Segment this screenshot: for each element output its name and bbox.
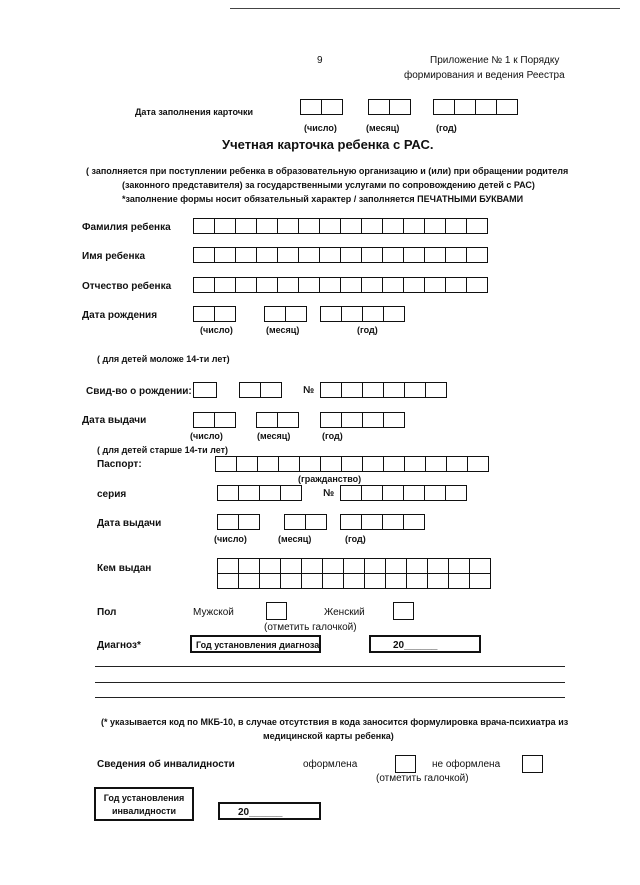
gender-male-label: Мужской [193,607,234,618]
letter-cell[interactable] [277,412,299,428]
letter-cell[interactable] [256,218,278,234]
passport-series-cells[interactable] [217,485,302,501]
disability-year-label-box [94,787,194,821]
letter-cell[interactable] [362,306,384,322]
letter-cell[interactable] [383,456,405,472]
letter-cell[interactable] [278,456,300,472]
letter-cell[interactable] [214,412,236,428]
letter-cell[interactable] [383,306,405,322]
letter-cell[interactable] [341,306,363,322]
letter-cell[interactable] [238,573,260,589]
letter-cell[interactable] [264,306,286,322]
letter-cell[interactable] [215,456,237,472]
letter-cell[interactable] [193,218,215,234]
letter-cell[interactable] [193,306,215,322]
letter-cell[interactable] [321,99,343,115]
letter-cell[interactable] [238,485,260,501]
certificate-issue-day-cells[interactable] [193,412,236,428]
birth-year-cells[interactable] [320,306,405,322]
letter-cell[interactable] [361,485,383,501]
mkb-note-line-2: медицинской карты ребенка) [263,731,394,741]
birth-month-label: (месяц) [266,325,300,335]
fill-date-day-label: (число) [304,123,337,133]
passport-issue-day-label: (число) [214,534,247,544]
letter-cell[interactable] [238,558,260,574]
letter-cell[interactable] [362,382,384,398]
letter-cell[interactable] [445,247,467,263]
letter-cell[interactable] [298,277,320,293]
birth-date-label: Дата рождения [82,310,158,321]
letter-cell[interactable] [214,247,236,263]
letter-cell[interactable] [389,99,411,115]
note-line-2: (законного представителя) за государственными услугами по сопровождению детей с РАС) [122,180,535,190]
letter-cell[interactable] [404,456,426,472]
fill-date-year-label: (год) [436,123,457,133]
letter-cell[interactable] [280,485,302,501]
letter-cell[interactable] [446,456,468,472]
letter-cell[interactable] [340,277,362,293]
page-number: 9 [317,55,323,66]
letter-cell[interactable] [193,412,215,428]
letter-cell[interactable] [361,514,383,530]
letter-cell[interactable] [403,514,425,530]
letter-cell[interactable] [256,412,278,428]
birth-day-label: (число) [200,325,233,335]
letter-cell[interactable] [343,573,365,589]
passport-number-sign: № [323,488,335,499]
passport-series-label: серия [97,489,127,500]
letter-cell[interactable] [475,99,497,115]
birth-certificate-label: Свид-во о рождении: [86,386,192,397]
disability-year-value: 20______ [238,807,283,818]
under14-header: ( для детей моложе 14-ти лет) [97,354,230,364]
note-line-3: *заполнение формы носит обязательный характер / заполняется ПЕЧАТНЫМИ БУКВАМИ [122,194,524,204]
letter-cell[interactable] [496,99,518,115]
certificate-series-cells-1[interactable] [193,382,217,398]
letter-cell[interactable] [448,573,470,589]
certificate-issue-day-label: (число) [190,431,223,441]
disability-issued-checkbox[interactable] [395,755,416,773]
disability-not-issued-checkbox[interactable] [522,755,543,773]
patronymic-cells[interactable] [193,277,488,293]
disability-issued-label: оформлена [303,759,358,770]
passport-issue-year-label: (год) [345,534,366,544]
letter-cell[interactable] [433,99,455,115]
letter-cell[interactable] [368,99,390,115]
letter-cell[interactable] [319,218,341,234]
citizenship-label: (гражданство) [298,474,362,484]
letter-cell[interactable] [445,277,467,293]
letter-cell[interactable] [404,382,426,398]
birth-year-label: (год) [357,325,378,335]
letter-cell[interactable] [298,218,320,234]
letter-cell[interactable] [277,277,299,293]
passport-issue-month-cells[interactable] [284,514,327,530]
patronymic-label: Отчество ребенка [82,281,172,292]
disability-year-label-1: Год установления [103,793,185,803]
letter-cell[interactable] [341,382,363,398]
letter-cell[interactable] [424,247,446,263]
issued-by-cells[interactable] [217,558,491,589]
name-label: Имя ребенка [82,251,146,262]
letter-cell[interactable] [320,412,342,428]
letter-cell[interactable] [322,573,344,589]
letter-cell[interactable] [259,485,281,501]
letter-cell[interactable] [406,558,428,574]
letter-cell[interactable] [445,485,467,501]
letter-cell[interactable] [343,558,365,574]
letter-cell[interactable] [361,277,383,293]
letter-cell[interactable] [301,558,323,574]
scan-edge-line [230,8,620,9]
certificate-issue-month-cells[interactable] [256,412,299,428]
letter-cell[interactable] [298,247,320,263]
gender-hint: (отметить галочкой) [264,622,357,633]
surname-label: Фамилия ребенка [82,222,171,233]
fill-date-day-cells[interactable] [300,99,343,115]
letter-cell[interactable] [257,456,279,472]
letter-cell[interactable] [259,573,281,589]
disability-label: Сведения об инвалидности [97,759,235,770]
letter-cell[interactable] [403,485,425,501]
disability-not-issued-label: не оформлена [432,759,501,770]
letter-cell[interactable] [259,558,281,574]
letter-cell[interactable] [383,412,405,428]
letter-cell[interactable] [364,558,386,574]
birth-day-cells[interactable] [193,306,236,322]
appendix-line-2: формирования и ведения Реестра [404,70,565,81]
disability-year-label-2: инвалидности [111,806,177,816]
letter-cell[interactable] [301,573,323,589]
passport-label: Паспорт: [97,459,142,470]
diagnosis-year-label-box [190,635,321,653]
disability-hint: (отметить галочкой) [376,773,469,784]
issued-by-label: Кем выдан [97,563,152,574]
letter-cell[interactable] [280,573,302,589]
page-title: Учетная карточка ребенка с РАС. [222,137,434,152]
letter-cell[interactable] [427,558,449,574]
passport-issue-year-cells[interactable] [340,514,425,530]
letter-cell[interactable] [305,514,327,530]
letter-cell[interactable] [466,218,488,234]
letter-cell[interactable] [193,277,215,293]
name-cells[interactable] [193,247,488,263]
diagnosis-label: Диагноз* [97,640,141,651]
letter-cell[interactable] [382,485,404,501]
certificate-issue-date-label: Дата выдачи [82,415,147,426]
letter-cell[interactable] [193,247,215,263]
gender-female-label: Женский [324,607,365,618]
letter-cell[interactable] [340,485,362,501]
letter-cell[interactable] [424,277,446,293]
fill-date-year-cells[interactable] [433,99,518,115]
letter-cell[interactable] [467,456,489,472]
letter-cell[interactable] [466,247,488,263]
letter-cell[interactable] [320,456,342,472]
disability-year-field[interactable] [218,802,321,820]
passport-number-cells[interactable] [340,485,467,501]
letter-cell[interactable] [236,456,258,472]
letter-cell[interactable] [285,306,307,322]
letter-cell[interactable] [340,514,362,530]
letter-cell[interactable] [469,573,491,589]
fill-date-month-cells[interactable] [368,99,411,115]
letter-cell[interactable] [448,558,470,574]
letter-cell[interactable] [235,277,257,293]
letter-cell[interactable] [341,456,363,472]
letter-cell[interactable] [217,514,239,530]
letter-cell[interactable] [217,558,239,574]
fill-date-month-label: (месяц) [366,123,400,133]
letter-cell[interactable] [239,382,261,398]
gender-male-checkbox[interactable] [266,602,287,620]
letter-cell[interactable] [214,218,236,234]
gender-female-checkbox[interactable] [393,602,414,620]
letter-cell[interactable] [277,247,299,263]
letter-cell[interactable] [300,99,322,115]
letter-cell[interactable] [256,247,278,263]
diagnosis-year-value: 20______ [393,640,438,651]
letter-cell[interactable] [238,514,260,530]
letter-cell[interactable] [340,218,362,234]
letter-cell[interactable] [385,573,407,589]
letter-cell[interactable] [361,247,383,263]
letter-cell[interactable] [362,412,384,428]
letter-cell[interactable] [319,247,341,263]
letter-cell[interactable] [340,247,362,263]
diagnosis-year-field[interactable] [369,635,481,653]
letter-cell[interactable] [193,382,217,398]
passport-issue-day-cells[interactable] [217,514,260,530]
letter-cell[interactable] [382,247,404,263]
certificate-number-sign: № [303,385,315,396]
letter-cell[interactable] [322,558,344,574]
letter-cell[interactable] [406,573,428,589]
letter-cell[interactable] [260,382,282,398]
certificate-number-cells[interactable] [320,382,447,398]
diagnosis-year-label: Год установления диагноза [196,640,320,650]
letter-cell[interactable] [382,514,404,530]
mkb-note-line-1: (* указывается код по МКБ-10, в случае отсутствия в кода заносится формулировка врача-психиатра из [101,717,569,727]
letter-cell[interactable] [469,558,491,574]
letter-cell[interactable] [214,306,236,322]
letter-cell[interactable] [424,218,446,234]
birth-month-cells[interactable] [264,306,307,322]
surname-cells[interactable] [193,218,488,234]
note-line-1: ( заполняется при поступлении ребенка в образовательную организацию и (или) при обращении родителя [86,166,569,176]
citizenship-cells[interactable] [215,456,489,472]
letter-cell[interactable] [454,99,476,115]
letter-cell[interactable] [235,247,257,263]
letter-cell[interactable] [425,382,447,398]
certificate-issue-month-label: (месяц) [257,431,291,441]
letter-cell[interactable] [382,277,404,293]
letter-cell[interactable] [341,412,363,428]
over14-header: ( для детей старше 14-ти лет) [97,445,228,455]
letter-cell[interactable] [284,514,306,530]
letter-cell[interactable] [364,573,386,589]
cell-row [217,573,491,589]
cell-row [217,558,491,574]
fill-date-label: Дата заполнения карточки [135,107,253,117]
letter-cell[interactable] [403,218,425,234]
letter-cell[interactable] [280,558,302,574]
letter-cell[interactable] [319,277,341,293]
letter-cell[interactable] [382,218,404,234]
letter-cell[interactable] [466,277,488,293]
certificate-series-cells-2[interactable] [239,382,282,398]
letter-cell[interactable] [403,277,425,293]
letter-cell[interactable] [361,218,383,234]
appendix-line-1: Приложение № 1 к Порядку [430,55,560,66]
letter-cell[interactable] [217,573,239,589]
gender-label: Пол [97,607,117,618]
letter-cell[interactable] [214,277,236,293]
certificate-issue-year-cells[interactable] [320,412,405,428]
diagnosis-line-3[interactable] [95,697,565,698]
letter-cell[interactable] [425,456,447,472]
letter-cell[interactable] [256,277,278,293]
letter-cell[interactable] [385,558,407,574]
letter-cell[interactable] [427,573,449,589]
letter-cell[interactable] [424,485,446,501]
diagnosis-line-2[interactable] [95,682,565,683]
letter-cell[interactable] [383,382,405,398]
letter-cell[interactable] [235,218,257,234]
letter-cell[interactable] [320,306,342,322]
diagnosis-line-1[interactable] [95,666,565,667]
passport-issue-month-label: (месяц) [278,534,312,544]
letter-cell[interactable] [320,382,342,398]
letter-cell[interactable] [299,456,321,472]
certificate-issue-year-label: (год) [322,431,343,441]
letter-cell[interactable] [403,247,425,263]
passport-issue-date-label: Дата выдачи [97,518,162,529]
letter-cell[interactable] [217,485,239,501]
letter-cell[interactable] [445,218,467,234]
letter-cell[interactable] [362,456,384,472]
letter-cell[interactable] [277,218,299,234]
